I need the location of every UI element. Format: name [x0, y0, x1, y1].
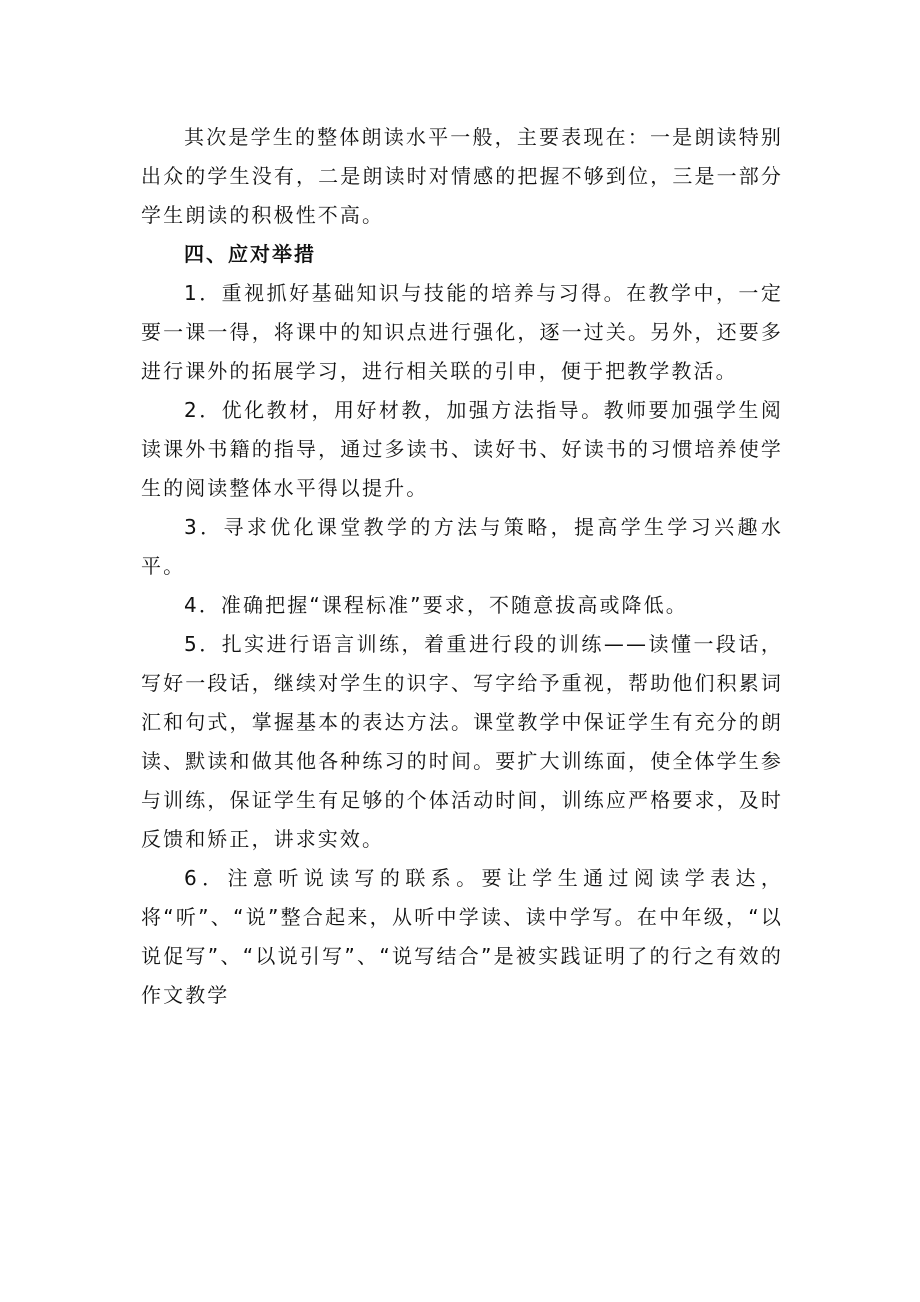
paragraph-measure-5: 5．扎实进行语言训练，着重进行段的训练——读懂一段话，写好一段话，继续对学生的识字、写字给予重视，帮助他们积累词汇和句式，掌握基本的表达方法。课堂教学中保证学生有充分的朗读、默读和做其他各种练习的时间。要扩大训练面，使全体学生参与训练，保证学生有足够的个体活动时间，训练应严格要求，及时反馈和矫正，讲求实效。 — [141, 632, 783, 851]
paragraph-measure-4: 4．准确把握“课程标准”要求，不随意拔高或降低。 — [184, 593, 688, 617]
paragraph-reading-level: 其次是学生的整体朗读水平一般，主要表现在：一是朗读特别出众的学生没有，二是朗读时对情感的把握不够到位，三是一部分学生朗读的积极性不高。 — [141, 125, 783, 227]
paragraph-measure-2: 2．优化教材，用好材教，加强方法指导。教师要加强学生阅读课外书籍的指导，通过多读书、读好书、好读书的习惯培养使学生的阅读整体水平得以提升。 — [141, 398, 783, 500]
paragraph-measure-6: 6．注意听说读写的联系。要让学生通过阅读学表达，将“听”、“说”整合起来，从听中学读、读中学写。在中年级，“以说促写”、“以说引写”、“说写结合”是被实践证明了的行之有效的作文教学 — [141, 866, 783, 1007]
paragraph-measure-1: 1．重视抓好基础知识与技能的培养与习得。在教学中，一定要一课一得，将课中的知识点进行强化，逐一过关。另外，还要多进行课外的拓展学习，进行相关联的引申，便于把教学教活。 — [141, 281, 783, 383]
document-body — [141, 118, 783, 1015]
section-heading-measures: 四、应对举措 — [184, 242, 316, 266]
paragraph-measure-3: 3．寻求优化课堂教学的方法与策略，提高学生学习兴趣水平。 — [141, 515, 783, 578]
